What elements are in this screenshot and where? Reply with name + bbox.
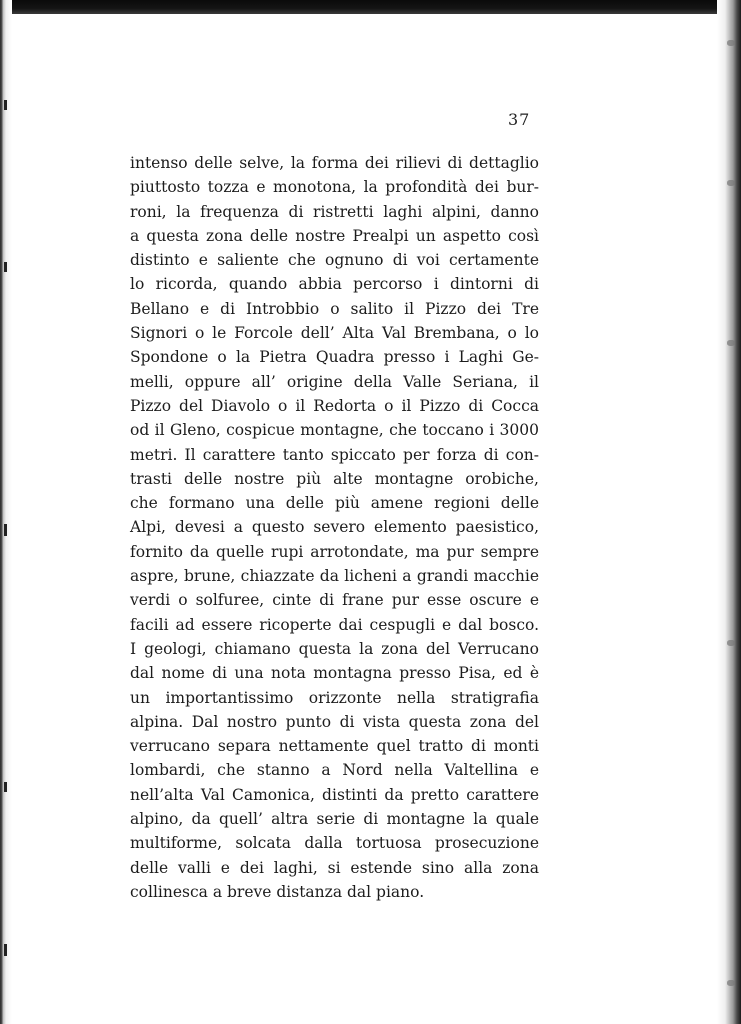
text-line: facili ad essere ricoperte dai cespugli e dal bosco.	[130, 615, 539, 634]
text-line: melli, oppure all’ origine della Valle Seriana, il	[130, 372, 539, 391]
text-line: I geologi, chiamano questa la zona del Verrucano	[130, 639, 539, 658]
body-paragraph	[130, 151, 539, 904]
text-line: metri. Il carattere tanto spiccato per forza di con-	[130, 445, 539, 464]
binding-mark	[4, 944, 7, 956]
scan-speck	[727, 40, 735, 46]
text-line: fornito da quelle rupi arrotondate, ma pur sempre	[130, 542, 539, 561]
binding-mark	[4, 782, 7, 792]
text-line: Signori o le Forcole dell’ Alta Val Brembana, o lo	[130, 324, 539, 343]
text-line: lombardi, che stanno a Nord nella Valtellina e	[130, 761, 539, 780]
scan-speck	[727, 980, 735, 986]
scan-speck	[727, 180, 735, 186]
scan-right-border	[717, 0, 741, 1024]
text-line: Spondone o la Pietra Quadra presso i Laghi Ge-	[130, 348, 539, 367]
text-line: trasti delle nostre più alte montagne orobiche,	[130, 469, 539, 488]
text-line: a questa zona delle nostre Prealpi un aspetto così	[130, 226, 539, 245]
text-line: lo ricorda, quando abbia percorso i dintorni di	[130, 275, 539, 294]
text-line: dal nome di una nota montagna presso Pisa, ed è	[130, 664, 539, 683]
text-line: roni, la frequenza di ristretti laghi alpini, danno	[130, 202, 539, 221]
text-line: piuttosto tozza e monotona, la profondità dei bur-	[130, 178, 539, 197]
scan-speck	[727, 340, 735, 346]
text-line: aspre, brune, chiazzate da licheni a grandi macchie	[130, 567, 539, 586]
text-line: delle valli e dei laghi, si estende sino alla zona	[130, 858, 539, 877]
text-line: alpino, da quell’ altra serie di montagne la quale	[130, 810, 539, 829]
text-line: Pizzo del Diavolo o il Redorta o il Pizzo di Cocca	[130, 396, 539, 415]
text-line: intenso delle selve, la forma dei rilievi di dettaglio	[130, 154, 539, 172]
binding-mark	[4, 100, 7, 110]
scan-left-border	[0, 0, 12, 1024]
scan-top-border	[0, 0, 741, 14]
text-line: multiforme, solcata dalla tortuosa prosecuzione	[130, 834, 539, 853]
text-line: Bellano e di Introbbio o salito il Pizzo dei Tre	[130, 299, 539, 318]
text-line: Alpi, devesi a questo severo elemento paesistico,	[130, 518, 539, 537]
text-line: un importantissimo orizzonte nella stratigrafia	[130, 688, 539, 707]
binding-mark	[4, 262, 7, 272]
text-line: collinesca a breve distanza dal piano.	[130, 882, 425, 901]
text-line: che formano una delle più amene regioni delle	[130, 494, 539, 513]
text-line: nell’alta Val Camonica, distinti da pretto carattere	[130, 785, 539, 804]
text-line: od il Gleno, cospicue montagne, che toccano i 3000	[130, 421, 539, 440]
text-line: verdi o solfuree, cinte di frane pur esse oscure e	[130, 591, 539, 610]
scan-speck	[727, 640, 735, 646]
text-line: distinto e saliente che ognuno di voi certamente	[130, 251, 539, 270]
text-line: verrucano separa nettamente quel tratto di monti	[130, 737, 539, 756]
page-number: 37	[508, 110, 531, 129]
binding-mark	[4, 524, 7, 536]
text-line: alpina. Dal nostro punto di vista questa zona del	[130, 712, 539, 731]
